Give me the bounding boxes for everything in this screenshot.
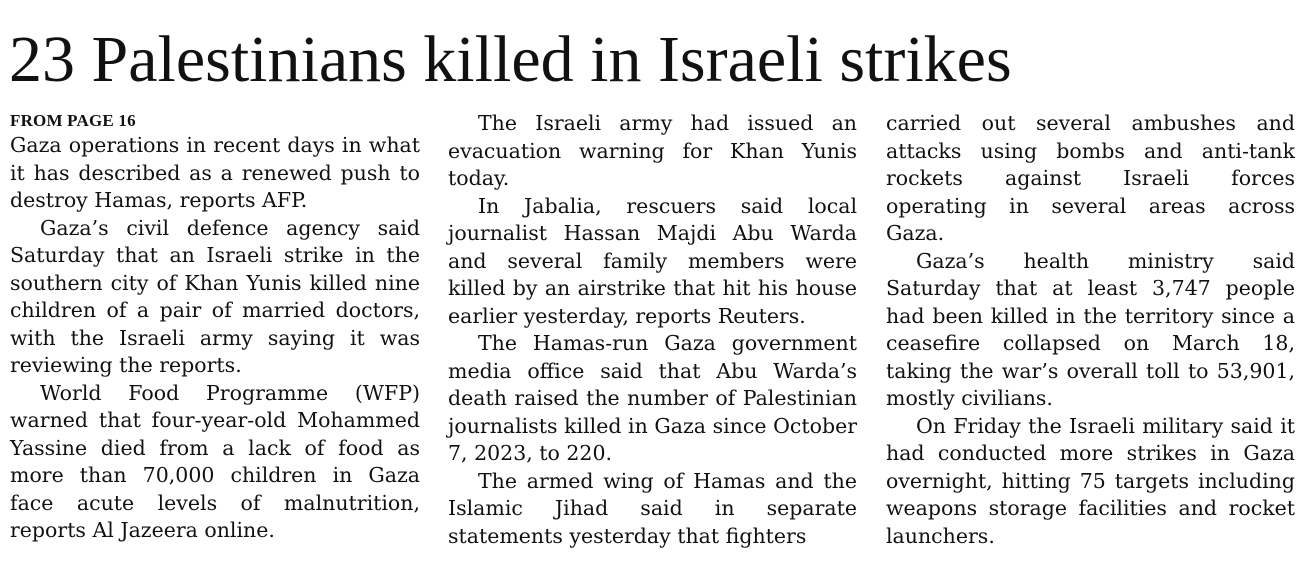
article-paragraph: On Friday the Israeli military said it had conducted more strikes in Gaza overnight, hitting 75 targets including weapons storage facilities and rocket launchers. <box>886 413 1295 548</box>
kicker-from-page: FROM PAGE 16 <box>10 111 136 130</box>
article-column-3 <box>886 110 1295 550</box>
article-paragraph: The Hamas-run Gaza government media office said that Abu Warda’s death raised the number of Palestinian journalists killed in Gaza since October 7, 2023, to 220. <box>448 331 857 465</box>
article-paragraph: Gaza’s health ministry said Saturday that at least 3,747 people had been killed in the territory since a ceasefire collapsed on March 18, taking the war’s overall toll to 53,901, mostly civilians. <box>886 248 1295 410</box>
article-paragraph: The armed wing of Hamas and the Islamic Jihad said in separate statements yesterday that fighters <box>448 468 857 548</box>
article-paragraph: Gaza’s civil defence agency said Saturday that an Israeli strike in the southern city of Khan Yunis killed nine children of a pair of married doctors, with the Israeli army saying it was reviewing the reports. <box>10 215 420 377</box>
article-column-2 <box>448 110 857 550</box>
article-paragraph: Gaza operations in recent days in what it has described as a renewed push to destroy Hamas, reports AFP. <box>10 133 420 212</box>
article-paragraph: World Food Programme (WFP) warned that four-year-old Mohammed Yassine died from a lack of food as more than 70,000 children in Gaza face acute levels of malnutrition, reports Al Jazeera online. <box>10 380 420 542</box>
article-paragraph: The Israeli army had issued an evacuation warning for Khan Yunis today. <box>448 111 857 190</box>
article-paragraph: In Jabalia, rescuers said local journalist Hassan Majdi Abu Warda and several family members were killed by an airstrike that hit his house earlier yesterday, reports Reuters. <box>448 193 857 328</box>
article-column-1 <box>10 110 420 545</box>
article-paragraph: carried out several ambushes and attacks using bombs and anti-tank rockets against Israeli forces operating in several areas across Gaza. <box>886 111 1295 245</box>
headline: 23 Palestinians killed in Israeli strikes <box>9 23 1012 96</box>
